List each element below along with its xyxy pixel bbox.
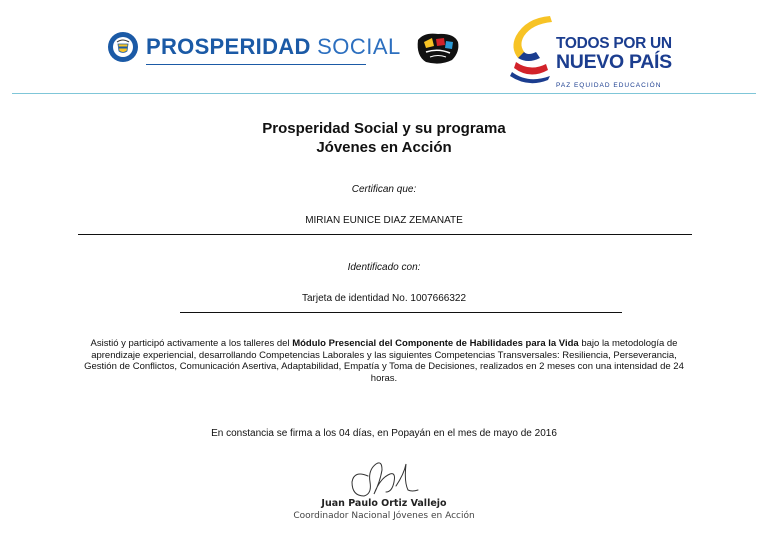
brand-underline: [146, 64, 366, 65]
gov-line-1: TODOS POR UN: [556, 35, 672, 52]
certificate-title-line-1: Prosperidad Social y su programa: [262, 120, 506, 137]
dove-flag-icon: [506, 14, 556, 86]
signatory-name: Juan Paulo Ortiz Vallejo: [321, 498, 447, 509]
brand-wordmark: [146, 34, 401, 60]
brand-bold: PROSPERIDAD: [146, 34, 311, 59]
header-divider: [12, 93, 756, 94]
body-module-name: Módulo Presencial del Componente de Habilidades para la Vida: [292, 338, 579, 349]
handwritten-signature-icon: [346, 456, 426, 502]
certificate-title-line-2: Jóvenes en Acción: [316, 139, 452, 156]
recipient-underline: [78, 234, 692, 235]
body-details: bajo la metodología de aprendizaje experiencial, desarrollando Competencias Laborales y las siguientes Competencias Transversales: Resiliencia, Perseverancia, Gestión de Conflictos, Comunicación Asertiva, Adaptabilidad, Empatía y Toma de Decisiones, realizados en 2 meses con una intensidad de 24 horas.: [84, 338, 684, 384]
id-value: Tarjeta de identidad No. 1007666322: [301, 293, 467, 304]
colombia-seal-icon: [108, 32, 138, 62]
signature-block: [270, 452, 500, 537]
jovenes-en-accion-logo-icon: [414, 30, 462, 70]
recipient-name: MIRIAN EUNICE DIAZ ZEMANATE: [305, 215, 463, 226]
gov-line-2: NUEVO PAÍS: [556, 51, 672, 73]
id-label: Identificado con:: [347, 262, 421, 273]
body-intro: Asistió y participó activamente a los talleres del: [90, 338, 293, 349]
gov-wordmark: [556, 34, 672, 95]
certificate-body: [76, 338, 692, 384]
gov-tagline: PAZ EQUIDAD EDUCACIÓN: [556, 82, 662, 89]
signatory-role: Coordinador Nacional Jóvenes en Acción: [293, 511, 475, 521]
prosperidad-social-logo: [108, 30, 401, 64]
closing-statement: En constancia se firma a los 04 días, en Popayán en el mes de mayo de 2016: [211, 428, 557, 439]
id-underline: [180, 312, 622, 313]
brand-light: SOCIAL: [317, 34, 401, 59]
certify-label: Certifican que:: [351, 184, 417, 195]
todos-por-un-nuevo-pais-logo: [506, 14, 672, 89]
